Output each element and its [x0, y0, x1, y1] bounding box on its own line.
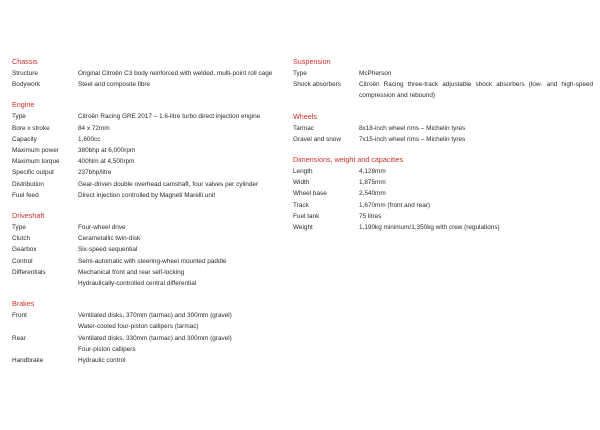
- brakes-section: [12, 299, 288, 366]
- spec-row-structure: [12, 68, 288, 79]
- spec-value: 84 x 72mm: [78, 124, 110, 132]
- spec-label: Length: [293, 168, 313, 176]
- spec-row-bodywork: [12, 79, 288, 90]
- spec-row-fuel-feed: [12, 190, 288, 201]
- right-column: [293, 57, 593, 233]
- spec-row-weight: [293, 222, 593, 233]
- spec-label: Track: [293, 201, 309, 209]
- spec-value: 1,600cc: [78, 135, 101, 143]
- spec-label: Bodywork: [12, 81, 41, 89]
- spec-row-control: [12, 256, 288, 267]
- spec-label: Distribution: [12, 180, 44, 188]
- spec-value: Original Citroën C3 body reinforced with welded, multi-point roll cage: [78, 70, 273, 77]
- spec-label: Front: [12, 312, 27, 320]
- spec-label: Width: [293, 179, 310, 187]
- spec-label: Type: [12, 224, 26, 232]
- spec-row-capacity: [12, 134, 288, 145]
- spec-value: Four-wheel drive: [78, 224, 126, 232]
- spec-value: 4,128mm: [359, 168, 386, 176]
- spec-label: Structure: [12, 70, 38, 77]
- spec-row-max-power: [12, 145, 288, 156]
- spec-row-distribution: [12, 179, 288, 190]
- spec-row-fuel-tank: [293, 211, 593, 222]
- spec-value: Four-piston callipers: [78, 345, 136, 353]
- spec-value: Mechanical front and rear self-locking: [78, 268, 185, 276]
- suspension-section: [293, 57, 593, 102]
- spec-label: Maximum power: [12, 147, 59, 155]
- spec-label: Type: [12, 113, 26, 121]
- spec-row-differentials: [12, 267, 288, 289]
- spec-value: Water-cooled four-piston callipers (tarmac): [78, 323, 199, 331]
- dimensions-section: [293, 155, 593, 233]
- section-title-wheels: Wheels: [293, 111, 317, 121]
- spec-value: Citroën Racing GRE 2017 – 1.6-litre turbo direct injection engine: [78, 113, 261, 121]
- spec-label: Rear: [12, 334, 26, 342]
- spec-label: Type: [293, 70, 307, 77]
- spec-value: Hydraulically-controlled central differential: [78, 280, 197, 288]
- spec-value: 400Nm at 4,500rpm: [78, 158, 135, 166]
- spec-label: Wheel base: [293, 190, 327, 198]
- section-title-dimensions: Dimensions, weight and capacities: [293, 155, 404, 165]
- left-column: [12, 57, 288, 366]
- spec-value: 7x15-inch wheel rims – Michelin tyres: [359, 135, 466, 143]
- spec-label: Specific output: [12, 169, 54, 177]
- spec-label: Differentials: [12, 268, 46, 276]
- spec-row-type: [293, 68, 593, 79]
- spec-row-rear: [12, 333, 288, 355]
- spec-label: Tarmac: [293, 124, 314, 132]
- spec-label: Gearbox: [12, 246, 37, 254]
- spec-row-tarmac: [293, 123, 593, 134]
- spec-value: Semi-automatic with steering-wheel mounted paddle: [78, 257, 227, 265]
- spec-label: Bore x stroke: [12, 124, 50, 132]
- spec-label: Capacity: [12, 135, 37, 143]
- spec-label: Clutch: [12, 235, 31, 243]
- spec-value: 1,190kg minimum/1,350kg with crew (regulations): [359, 224, 500, 232]
- spec-row-gearbox: [12, 244, 288, 255]
- spec-row-length: [293, 166, 593, 177]
- spec-value: 75 litres: [359, 212, 382, 220]
- spec-row-width: [293, 177, 593, 188]
- section-title-engine: Engine: [12, 100, 35, 110]
- spec-row-handbrake: [12, 355, 288, 366]
- spec-row-shock-absorbers: [293, 79, 593, 101]
- spec-row-max-torque: [12, 156, 288, 167]
- spec-label: Maximum torque: [12, 158, 60, 166]
- spec-label: Fuel tank: [293, 212, 320, 220]
- spec-value: Six-speed sequential: [78, 246, 138, 254]
- spec-row-track: [293, 200, 593, 211]
- spec-value: Cerametallic twin-disk: [78, 235, 141, 243]
- spec-value: Direct injection controlled by Magneti Marelli unit: [78, 191, 216, 199]
- spec-value: 380bhp at 6,000rpm: [78, 147, 136, 155]
- spec-label: Fuel feed: [12, 191, 39, 199]
- spec-row-front: [12, 310, 288, 332]
- section-title-brakes: Brakes: [12, 299, 35, 309]
- spec-value: Citroën Racing three-track adjustable shock absorbers (low- and high-speed compression and rebound): [359, 81, 593, 100]
- spec-label: Handbrake: [12, 357, 44, 365]
- spec-value: 1,875mm: [359, 179, 386, 187]
- engine-section: [12, 100, 288, 201]
- spec-value: Gear-driven double overhead camshaft, four valves per cylinder: [78, 180, 259, 188]
- spec-value: Steel and composite fibre: [78, 81, 151, 89]
- spec-row-clutch: [12, 233, 288, 244]
- spec-row-type: [12, 222, 288, 233]
- spec-row-gravel-snow: [293, 134, 593, 145]
- spec-label: Gravel and snow: [293, 135, 341, 143]
- wheels-section: [293, 112, 593, 145]
- spec-value: Ventilated disks, 330mm (tarmac) and 300mm (gravel): [78, 334, 232, 342]
- spec-row-specific-output: [12, 167, 288, 178]
- spec-label: Shock absorbers: [293, 81, 341, 89]
- section-title-driveshaft: Driveshaft: [12, 211, 45, 221]
- spec-label: Weight: [293, 224, 313, 232]
- spec-value: Ventilated disks, 370mm (tarmac) and 300mm (gravel): [78, 312, 232, 320]
- chassis-section: [12, 57, 288, 90]
- spec-value: McPherson: [359, 70, 392, 77]
- spec-row-bore-stroke: [12, 123, 288, 134]
- spec-value: 2,540mm: [359, 190, 386, 198]
- spec-value: 1,670mm (front and rear): [359, 201, 431, 209]
- spec-value: 8x18-inch wheel rims – Michelin tyres: [359, 124, 466, 132]
- spec-row-type: [12, 111, 288, 122]
- driveshaft-section: [12, 211, 288, 289]
- spec-row-wheel-base: [293, 188, 593, 199]
- spec-value: 237bhp/litre: [78, 169, 112, 177]
- spec-value: Hydraulic control: [78, 357, 126, 365]
- spec-label: Control: [12, 257, 33, 265]
- section-title-suspension: Suspension: [293, 57, 331, 66]
- section-title-chassis: Chassis: [12, 57, 38, 66]
